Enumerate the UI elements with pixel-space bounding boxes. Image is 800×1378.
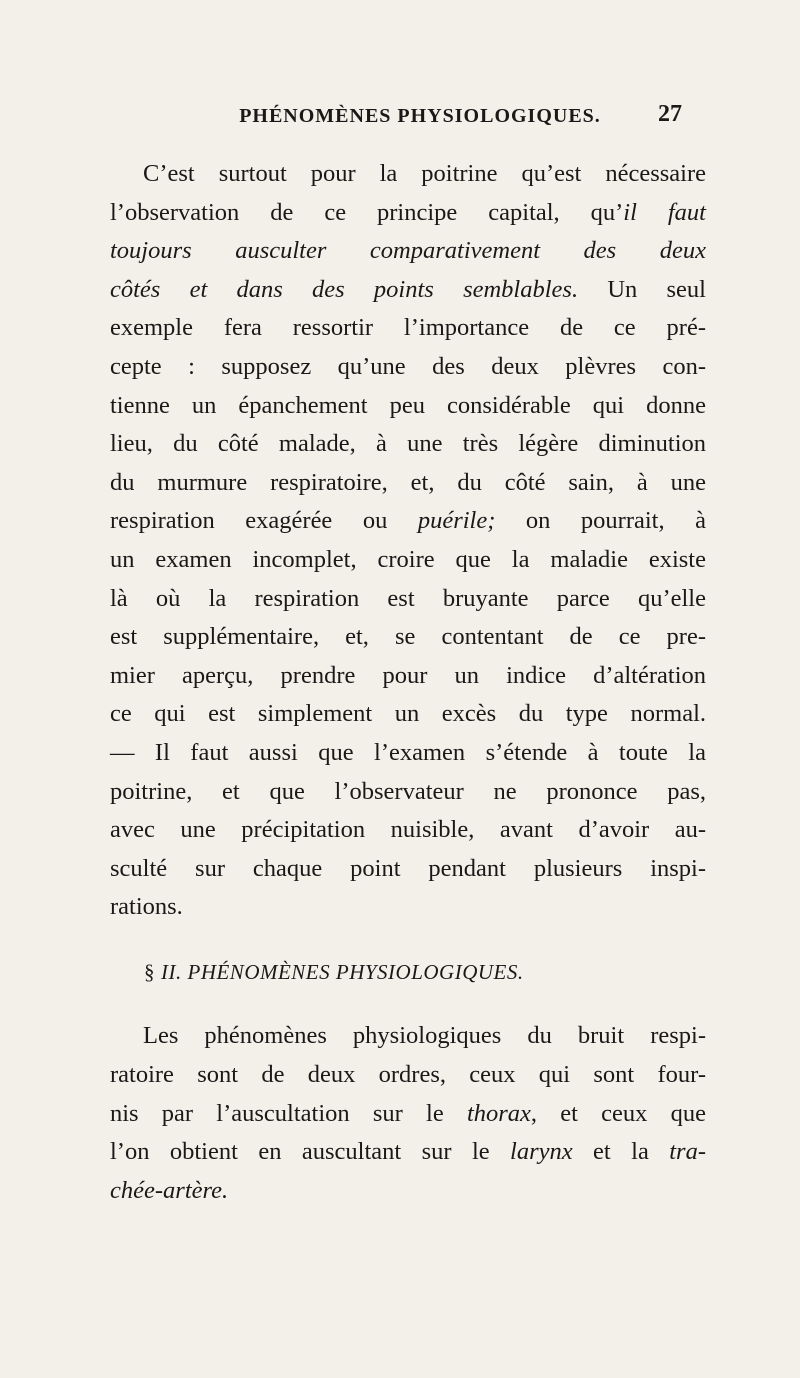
text-run: nis par l’auscultation sur le xyxy=(110,1099,467,1127)
running-head xyxy=(0,101,800,135)
text-line: ce qui est simplement un excès du type normal. xyxy=(110,700,706,728)
text-line: — Il faut aussi que l’examen s’étende à toute la xyxy=(110,738,706,766)
italic-text: thorax xyxy=(466,1099,531,1127)
text-line: un examen incomplet, croire que la maladie existe xyxy=(110,545,706,573)
text-line xyxy=(110,502,706,541)
text-run: l’observation de ce principe capital, qu’ xyxy=(110,198,624,226)
text-line xyxy=(110,1095,706,1134)
paragraph-1 xyxy=(110,155,706,927)
text-line xyxy=(110,1172,706,1211)
text-line: C’est surtout pour la poitrine qu’est nécessaire xyxy=(143,160,706,187)
text-line: cepte : supposez qu’une des deux plèvres con- xyxy=(110,352,706,380)
italic-text: côtés et dans des points semblables. xyxy=(110,275,579,303)
section-heading-text: II. PHÉNOMÈNES PHYSIOLOGIQUES. xyxy=(161,959,524,984)
italic-text: tra- xyxy=(669,1138,706,1166)
text-run: et la xyxy=(572,1138,670,1166)
text-line xyxy=(110,232,706,271)
text-line xyxy=(110,271,706,310)
text-line: rations. xyxy=(110,893,183,921)
italic-text: il faut xyxy=(623,198,706,226)
text-run: respiration exagérée ou xyxy=(110,507,418,535)
text-line xyxy=(110,1133,706,1172)
text-line: ratoire sont de deux ordres, ceux qui sont four- xyxy=(110,1061,706,1089)
body-text xyxy=(110,155,706,1210)
page-number: 27 xyxy=(658,101,682,127)
text-run: on pourrait, à xyxy=(495,507,706,535)
text-line: là où la respiration est bruyante parce qu’elle xyxy=(110,584,706,612)
italic-text: toujours ausculter comparativement des deux xyxy=(110,237,706,265)
section-mark: § xyxy=(144,959,155,984)
text-run: , et ceux que xyxy=(530,1099,706,1127)
text-run: l’on obtient en auscultant sur le xyxy=(110,1138,511,1166)
section-heading xyxy=(110,953,706,992)
text-line: lieu, du côté malade, à une très légère diminution xyxy=(110,430,706,458)
text-line: tienne un épanchement peu considérable qui donne xyxy=(110,391,706,419)
paragraph-2 xyxy=(110,1017,706,1210)
text-run: Un seul xyxy=(578,275,706,303)
italic-text: puérile; xyxy=(417,507,496,535)
italic-text: larynx xyxy=(510,1138,573,1166)
text-line: du murmure respiratoire, et, du côté sain, à une xyxy=(110,468,706,496)
running-title: PHÉNOMÈNES PHYSIOLOGIQUES. xyxy=(239,105,601,127)
text-line: avec une précipitation nuisible, avant d’avoir au- xyxy=(110,816,706,844)
italic-text: chée-artère. xyxy=(110,1176,229,1204)
text-line: poitrine, et que l’observateur ne prononce pas, xyxy=(110,777,706,805)
text-line: est supplémentaire, et, se contentant de ce pre- xyxy=(110,623,706,651)
text-line: mier aperçu, prendre pour un indice d’altération xyxy=(110,661,706,689)
text-line: exemple fera ressortir l’importance de ce pré- xyxy=(110,314,706,342)
text-line: sculté sur chaque point pendant plusieurs inspi- xyxy=(110,854,706,882)
text-line: Les phénomènes physiologiques du bruit respi- xyxy=(143,1022,706,1050)
text-line xyxy=(110,194,706,233)
